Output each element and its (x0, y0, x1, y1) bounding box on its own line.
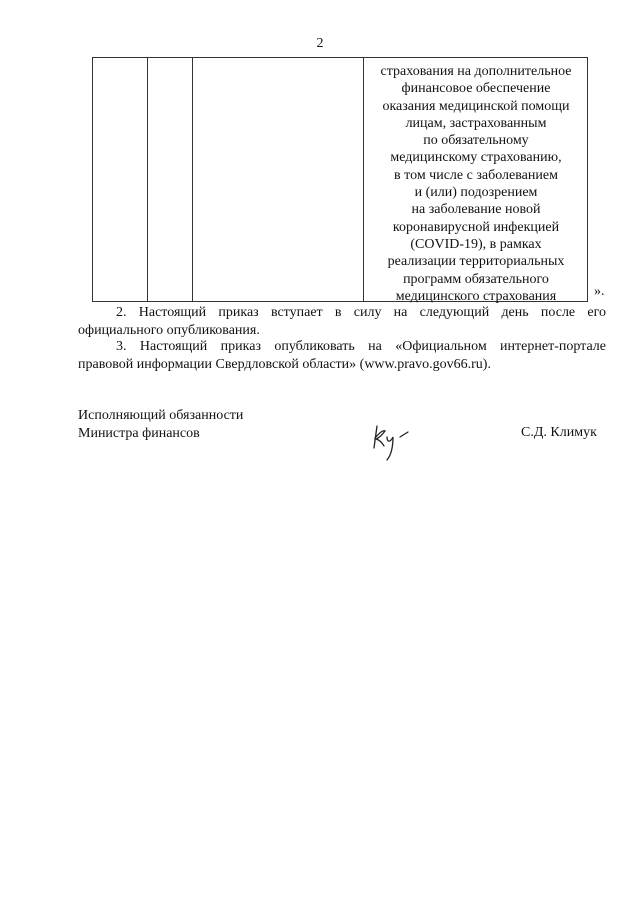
cell-line: и (или) подозрением (414, 185, 538, 201)
signer-title-line: Исполняющий обязанности (78, 408, 244, 423)
paragraph-3 (78, 338, 606, 373)
paragraph-line: 2. Настоящий приказ вступает в силу на следующий день после его (116, 305, 606, 320)
paragraph-line: 3. Настоящий приказ опубликовать на «Официальном интернет-портале (116, 339, 606, 354)
continued-table (92, 57, 588, 302)
table-column-divider (192, 58, 193, 301)
paragraph-2 (78, 304, 606, 339)
cell-line: коронавирусной инфекцией (392, 219, 560, 235)
cell-line: финансовое обеспечение (401, 81, 551, 97)
cell-line: программ обязательного (403, 271, 549, 287)
signer-title (78, 407, 243, 443)
paragraph-line: официального опубликования. (78, 322, 260, 338)
table-column-divider (147, 58, 148, 301)
page-number: 2 (316, 36, 324, 51)
cell-line: медицинскому страхованию, (390, 150, 562, 166)
signer-title-line: Министра финансов (78, 426, 200, 441)
cell-line: медицинского страхования (395, 288, 557, 304)
table-cell-text (363, 63, 589, 305)
cell-line: реализации территориальных (387, 254, 565, 270)
cell-line: по обязательному (423, 133, 529, 149)
cell-line: страхования на дополнительное (380, 64, 572, 79)
paragraph-line: правовой информации Свердловской области» (www.pravo.gov66.ru). (78, 356, 491, 372)
cell-line: в том числе с заболеванием (394, 167, 558, 183)
cell-line: (COVID-19), в рамках (410, 236, 542, 252)
closing-quote: ». (594, 284, 605, 299)
cell-line: оказания медицинской помощи (382, 98, 570, 114)
cell-line: лицам, застрахованным (405, 115, 547, 131)
handwritten-signature (368, 418, 418, 469)
cell-line: на заболевание новой (411, 202, 541, 218)
signer-name: С.Д. Климук (521, 425, 597, 440)
